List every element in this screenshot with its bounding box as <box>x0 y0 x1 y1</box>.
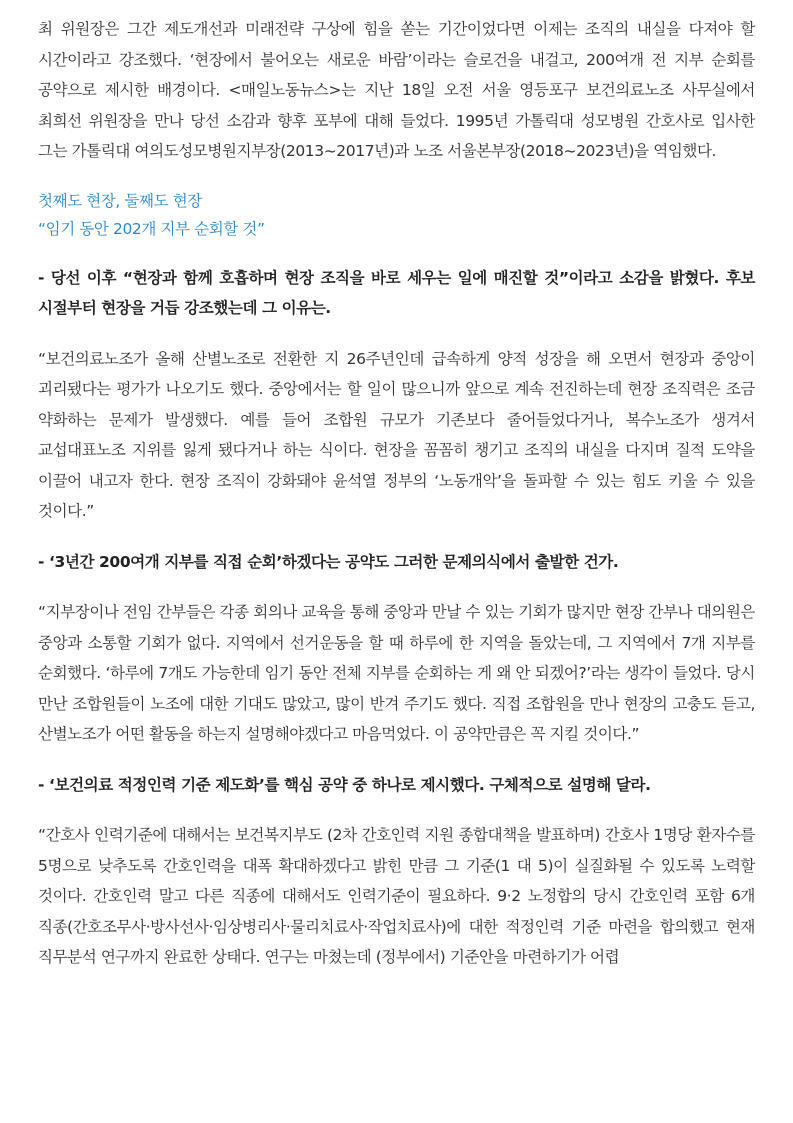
interview-question-3: - ‘보건의료 적정인력 기준 제도화’를 핵심 공약 중 하나로 제시했다. 구체적으로 설명해 달라. <box>38 775 651 794</box>
interview-answer-1: “보건의료노조가 올해 산별노조로 전환한 지 26주년인데 급속하게 양적 성장을 해 오면서 현장과 중앙이 괴리됐다는 평가가 나오기도 했다. 중앙에서는 할 일이 많으니까 앞으로 계속 전진하는데 현장 조직력은 조금 약화하는 문제가 발생했다. 예를 들어 조합원 규모가 기존보다 줄어들었다거나, 복수노조가 생겨서 교섭대표노조 지위를 잃게 됐다거나 하는 식이다. 현장을 꼼꼼히 챙기고 조직의 내실을 다지며 질적 도약을 이끌어 내고자 한다. 현장 조직이 강화돼야 윤석열 정부의 ‘노동개악’을 돌파할 수 있는 힘도 키울 수 있을 것이다.” <box>38 349 755 520</box>
section-heading-line2: “임기 동안 202개 지부 순회할 것” <box>38 219 265 238</box>
section-heading-line1: 첫째도 현장, 둘째도 현장 <box>38 191 202 210</box>
section-heading <box>38 187 755 243</box>
interview-question-1: - 당선 이후 “현장과 함께 호흡하며 현장 조직을 바로 세우는 일에 매진할 것”이라고 소감을 밝혔다. 후보 시절부터 현장을 거듭 강조했는데 그 이유는. <box>38 268 755 317</box>
intro-paragraph: 최 위원장은 그간 제도개선과 미래전략 구상에 힘을 쏟는 기간이었다면 이제는 조직의 내실을 다져야 할 시간이라고 강조했다. ‘현장에서 불어오는 새로운 바람’이라는 슬로건을 내걸고, 200여개 전 지부 순회를 공약으로 제시한 배경이다. <매일노동뉴스>는 지난 18일 오전 서울 영등포구 보건의료노조 사무실에서 최희선 위원장을 만나 당선 소감과 향후 포부에 대해 들었다. 1995년 가톨릭대 성모병원 간호사로 입사한 그는 가톨릭대 여의도성모병원지부장(2013~2017년)과 노조 서울본부장(2018~2023년)을 역임했다. <box>38 20 755 160</box>
interview-answer-2: “지부장이나 전임 간부들은 각종 회의나 교육을 통해 중앙과 만날 수 있는 기회가 많지만 현장 간부나 대의원은 중앙과 소통할 기회가 없다. 지역에서 선거운동을 할 때 하루에 한 지역을 돌았는데, 그 지역에서 7개 지부를 순회했다. ‘하루에 7개도 가능한데 임기 동안 전체 지부를 순회하는 게 왜 안 되겠어?’라는 생각이 들었다. 당시 만난 조합원들이 노조에 대한 기대도 많았고, 많이 반겨 주기도 했다. 직접 조합원을 만나 현장의 고충도 듣고, 산별노조가 어떤 활동을 하는지 설명해야겠다고 마음먹었다. 이 공약만큼은 꼭 지킬 것이다.” <box>38 603 755 743</box>
interview-answer-3: “간호사 인력기준에 대해서는 보건복지부도 (2차 간호인력 지원 종합대책을 발표하며) 간호사 1명당 환자수를 5명으로 낮추도록 간호인력을 대폭 확대하겠다고 밝힌 만큼 그 기준(1 대 5)이 실질화될 수 있도록 노력할 것이다. 간호인력 말고 다른 직종에 대해서도 인력기준이 필요하다. 9·2 노정합의 당시 간호인력 포함 6개 직종(간호조무사·방사선사·임상병리사·물리치료사·작업치료사)에 대한 적정인력 기준 마련을 합의했고 현재 직무분석 연구까지 완료한 상태다. 연구는 마쳤는데 (정부에서) 기준안을 마련하기가 어렵 <box>38 826 755 966</box>
interview-question-2: - ‘3년간 200여개 지부를 직접 순회’하겠다는 공약도 그러한 문제의식에서 출발한 건가. <box>38 552 619 571</box>
